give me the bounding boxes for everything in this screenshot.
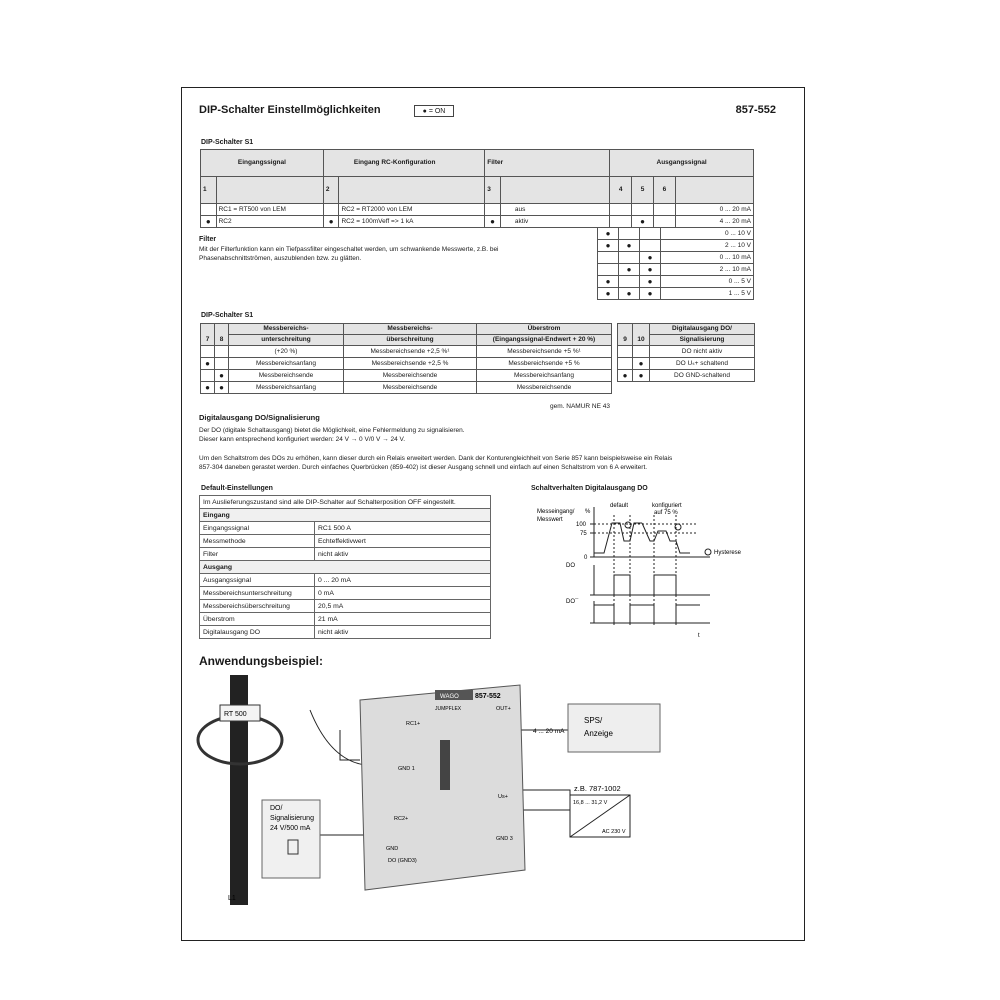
timing-diagram xyxy=(520,495,760,645)
rt500-label: RT 500 xyxy=(224,711,247,718)
application-title: Anwendungsbeispiel: xyxy=(199,654,324,668)
table-row: Eingangssignal RC1 500 A xyxy=(200,522,491,535)
filter-title: Filter xyxy=(199,236,217,243)
do-text-2: Dieser kann entsprechend konfiguriert werden: 24 V → 0 V/0 V → 24 V. xyxy=(199,436,406,443)
do-label: DO xyxy=(566,563,575,569)
header-do-1: Digitalausgang DO/ xyxy=(650,324,755,335)
term-rc2: RC2+ xyxy=(394,816,409,822)
table-row: DO nicht aktiv xyxy=(618,346,755,358)
tick-100: 100 xyxy=(576,522,587,528)
psu-reference: z.B. 787-1002 xyxy=(574,784,621,793)
filter-text-2: Phasenabschnittströmen, auszublenden bzw. zu glätten. xyxy=(199,255,362,262)
defaults-table xyxy=(199,495,491,639)
time-label: t xyxy=(698,633,700,639)
defaults-ausgang: Ausgang xyxy=(200,561,491,574)
do-table xyxy=(617,323,755,382)
do-box-label-3: 24 V/500 mA xyxy=(270,825,311,832)
switch-3: 3 xyxy=(485,177,501,204)
l1-label: L1 xyxy=(228,895,236,902)
current-label: 4 ... 20 mA xyxy=(533,728,565,735)
doc-number: 857-552 xyxy=(735,104,776,116)
table-row: Überstrom 21 mA xyxy=(200,613,491,626)
switch-5: 5 xyxy=(632,177,654,204)
page-title: DIP-Schalter Einstellmöglichkeiten xyxy=(199,104,381,116)
switch-2-blank xyxy=(339,177,485,204)
psu-input: AC 230 V xyxy=(602,829,626,835)
term-gnd1: GND 1 xyxy=(398,766,415,772)
header-over-1: Messbereichs- xyxy=(344,324,477,335)
header-under-1: Messbereichs- xyxy=(229,324,344,335)
term-us: Us+ xyxy=(498,794,508,800)
default-label: default xyxy=(610,503,629,509)
switch-3-blank xyxy=(500,177,609,204)
konfig-label-2: auf 75 % xyxy=(654,510,678,516)
header-ausgangssignal: Ausgangssignal xyxy=(610,150,754,177)
table-row: ● Messbereichsanfang Messbereichsende +2,5 % Messbereichsende +5 % xyxy=(201,358,612,370)
switch-8: 8 xyxy=(215,324,229,346)
wire-psu-1 xyxy=(520,790,570,800)
table-row: ● 0 ... 10 mA xyxy=(598,252,754,264)
switch-out-blank xyxy=(675,177,753,204)
do-inv-signal xyxy=(594,605,700,623)
timing-title: Schaltverhalten Digitalausgang DO xyxy=(531,485,648,492)
table-row: Ausgangssignal 0 ... 20 mA xyxy=(200,574,491,587)
term-gnd: GND xyxy=(386,846,399,852)
term-do: DO (GND3) xyxy=(388,858,417,864)
switch-7: 7 xyxy=(201,324,215,346)
defaults-note: Im Auslieferungszustand sind alle DIP-Schalter auf Schalterposition OFF eingestellt. xyxy=(200,496,491,509)
tick-75: 75 xyxy=(580,531,587,537)
device-brand: WAGO xyxy=(440,694,459,700)
output-options-table xyxy=(597,227,754,300)
dip-switch-block xyxy=(440,740,450,790)
table-row: Messbereichsüberschreitung 20,5 mA xyxy=(200,600,491,613)
switch-6: 6 xyxy=(653,177,675,204)
table-row: ● ● Messbereichsanfang Messbereichsende Messbereichsende xyxy=(201,382,612,394)
table-row: ● ● 2 ... 10 mA xyxy=(598,264,754,276)
application-diagram xyxy=(190,670,670,930)
header-filter: Filter xyxy=(485,150,610,177)
signal-curve-default xyxy=(594,523,642,553)
switch-4: 4 xyxy=(610,177,632,204)
hysterese-label: Hysterese xyxy=(714,550,742,556)
table-row: Digitalausgang DO nicht aktiv xyxy=(200,626,491,639)
do-text-3: Um den Schaltstrom des DOs zu erhöhen, kann dieser durch ein Relais erweitert werden. Dank der Konturengleichheit von Serie 857 kann beispielsweise ein Relais xyxy=(199,455,673,462)
term-gnd3: GND 3 xyxy=(496,836,513,842)
on-legend-badge: ● = ON xyxy=(414,105,454,117)
table-row: ● Messbereichsende Messbereichsende Messbereichsanfang xyxy=(201,370,612,382)
y-label-2: Messwert xyxy=(537,517,563,523)
defaults-eingang: Eingang xyxy=(200,509,491,522)
unit-label: % xyxy=(585,509,591,515)
term-rc1: RC1+ xyxy=(406,721,421,727)
switch-1-blank xyxy=(216,177,323,204)
term-out: OUT+ xyxy=(496,706,511,712)
switch-9: 9 xyxy=(618,324,633,346)
table-row: RC1 = RT500 von LEM RC2 = RT2000 von LEM aus 0 ... 20 mA xyxy=(201,204,754,216)
header-ueberstrom-1: Überstrom xyxy=(477,324,612,335)
do-section-title: Digitalausgang DO/Signalisierung xyxy=(199,413,320,422)
do-signal xyxy=(594,575,700,595)
do-box-label-2: Signalisierung xyxy=(270,815,314,822)
table-row: ● RC2 ● RC2 = 100mVeff => 1 kA ● aktiv ● 4 ... 20 mA xyxy=(201,216,754,228)
table-row: ● ● 2 ... 10 V xyxy=(598,240,754,252)
do-inv-label: DO¯ xyxy=(566,599,579,605)
wire-sensor xyxy=(310,710,365,765)
wire-rc1 xyxy=(340,730,360,760)
sps-label-2: Anzeige xyxy=(584,729,613,738)
table-row: Messbereichsunterschreitung 0 mA xyxy=(200,587,491,600)
table-row: ● ● DO GND-schaltend xyxy=(618,370,755,382)
header-ueberstrom-2: (Eingangssignal-Endwert + 20 %) xyxy=(477,335,612,346)
defaults-title: Default-Einstellungen xyxy=(201,485,273,492)
switch-10: 10 xyxy=(633,324,650,346)
filter-text-1: Mit der Filterfunktion kann ein Tiefpassfilter eingeschaltet werden, um schwankende Messwerte, z.B. bei xyxy=(199,246,499,253)
table-row: Messmethode Echteffektivwert xyxy=(200,535,491,548)
header-do-2: Signalisierung xyxy=(650,335,755,346)
device-name: JUMPFLEX xyxy=(435,706,462,712)
konfig-label-1: konfiguriert xyxy=(652,503,682,509)
header-over-2: überschreitung xyxy=(344,335,477,346)
hysterese-legend-marker xyxy=(705,549,711,555)
sps-label-1: SPS/ xyxy=(584,716,603,725)
table-row: ● ● 0 ... 5 V xyxy=(598,276,754,288)
header-under-2: unterschreitung xyxy=(229,335,344,346)
table-row: ● 0 ... 10 V xyxy=(598,228,754,240)
tick-0: 0 xyxy=(584,555,588,561)
do-text-4: 857-304 daneben gerastet werden. Durch einfaches Querbrücken (859-402) ist dieser Ausgang schnell und einfach auf einen Schaltstrom von 6 A erweitert. xyxy=(199,464,648,471)
y-label-1: Messeingang/ xyxy=(537,509,575,515)
switch-2: 2 xyxy=(323,177,339,204)
signal-curve-config xyxy=(642,523,690,553)
namur-footnote: gem. NAMUR NE 43 xyxy=(550,403,610,410)
header-eingangssignal: Eingangssignal xyxy=(201,150,324,177)
table-row: ● DO Uₛ+ schaltend xyxy=(618,358,755,370)
header-rc-config: Eingang RC-Konfiguration xyxy=(323,150,484,177)
switch-1: 1 xyxy=(201,177,217,204)
table-row: ● ● ● 1 ... 5 V xyxy=(598,288,754,300)
device-number: 857-552 xyxy=(475,693,501,700)
do-text-1: Der DO (digitale Schaltausgang) bietet die Möglichkeit, eine Fehlermeldung zu signalisieren. xyxy=(199,427,465,434)
psu-output: 16,8 ... 31,2 V xyxy=(573,800,608,806)
table-row: (+20 %) Messbereichsende +2,5 %¹ Messbereichsende +5 %¹ xyxy=(201,346,612,358)
sps-box xyxy=(568,704,660,752)
dip-table-1 xyxy=(200,149,754,228)
section1-title: DIP-Schalter S1 xyxy=(201,139,254,146)
do-box-label-1: DO/ xyxy=(270,805,283,812)
dip-table-2 xyxy=(200,323,612,394)
table-row: Filter nicht aktiv xyxy=(200,548,491,561)
section2-title: DIP-Schalter S1 xyxy=(201,312,254,319)
